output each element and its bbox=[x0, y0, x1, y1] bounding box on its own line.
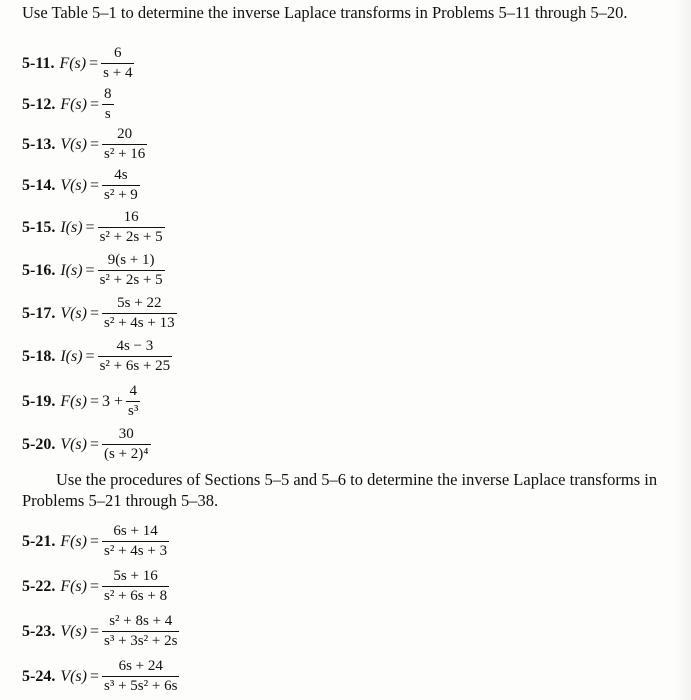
fraction bbox=[102, 658, 179, 695]
fraction bbox=[102, 523, 169, 560]
denominator: s² + 2s + 5 bbox=[99, 272, 163, 288]
problem-lhs: F(s) bbox=[59, 54, 87, 72]
denominator: s² + 6s + 8 bbox=[104, 588, 168, 604]
problem-5-19: 5-19. F(s) = 3 + $\frac{4}{\text{s³}}$ bbox=[22, 383, 139, 419]
denominator: s³ + 5s² + 6s bbox=[104, 678, 178, 694]
fraction bbox=[102, 167, 140, 204]
numerator: s² + 8s + 4 bbox=[102, 613, 179, 632]
problem-number: 5-19. bbox=[22, 392, 56, 410]
denominator: s² + 4s + 3 bbox=[104, 543, 168, 559]
fraction bbox=[102, 568, 169, 605]
fraction bbox=[98, 338, 173, 375]
problem-5-14: 5-14. V(s) = $\frac{4s}{\text{s² + 9}}$ bbox=[22, 167, 138, 203]
problem-lhs: I(s) bbox=[60, 261, 83, 279]
problem-lhs: V(s) bbox=[60, 135, 87, 153]
page-edge-shadow bbox=[673, 0, 691, 700]
denominator: s + 4 bbox=[103, 65, 133, 81]
problem-lhs: V(s) bbox=[60, 304, 87, 322]
problem-number: 5-14. bbox=[22, 176, 56, 194]
fraction bbox=[102, 295, 177, 332]
numerator: 8 bbox=[102, 86, 114, 105]
problem-5-22: 5-22. F(s) = $\frac{5s + 16}{\text{s² + 6s + 8}}$ bbox=[22, 568, 168, 604]
fraction bbox=[126, 383, 140, 420]
numerator: 4s − 3 bbox=[98, 338, 173, 357]
problem-5-16: 5-16. I(s) = $\frac{9(s + 1)}{\text{s² + 2s + 5}}$ bbox=[22, 252, 163, 288]
problem-5-20: 5-20. V(s) = $\frac{30}{\text{(s + 2)⁴}}$ bbox=[22, 426, 149, 462]
denominator: s bbox=[104, 106, 111, 122]
numerator: 6s + 24 bbox=[102, 658, 179, 677]
fraction bbox=[102, 86, 114, 123]
denominator: s² + 4s + 13 bbox=[104, 315, 175, 331]
problem-number: 5-13. bbox=[22, 135, 56, 153]
denominator: s² + 9 bbox=[104, 187, 138, 203]
problem-number: 5-12. bbox=[22, 95, 56, 113]
numerator: 5s + 22 bbox=[102, 295, 177, 314]
problem-5-17: 5-17. V(s) = $\frac{5s + 22}{\text{s² + 4s + 13}}$ bbox=[22, 295, 175, 331]
problem-lhs: I(s) bbox=[60, 218, 83, 236]
problem-5-13: 5-13. V(s) = $\frac{20}{\text{s² + 16}}$ bbox=[22, 126, 146, 162]
problem-lhs: V(s) bbox=[60, 622, 87, 640]
denominator: (s + 2)⁴ bbox=[104, 446, 149, 462]
problem-lhs: V(s) bbox=[60, 176, 87, 194]
problem-5-12: 5-12. F(s) = $\frac{8}{s}$ bbox=[22, 86, 112, 122]
numerator: 30 bbox=[102, 426, 151, 445]
numerator: 5s + 16 bbox=[102, 568, 169, 587]
fraction bbox=[98, 252, 165, 289]
problem-lhs: I(s) bbox=[60, 347, 83, 365]
numerator: 20 bbox=[102, 126, 147, 145]
numerator: 4 bbox=[126, 383, 140, 402]
fraction bbox=[102, 126, 147, 163]
denominator: s² + 16 bbox=[104, 146, 146, 162]
problem-number: 5-16. bbox=[22, 261, 56, 279]
numerator: 16 bbox=[98, 209, 165, 228]
numerator: 9(s + 1) bbox=[98, 252, 165, 271]
problem-5-23: 5-23. V(s) = $\frac{\text{s² + 8s + 4}}{\text{s³ + 3s² + 2s}}$ bbox=[22, 613, 178, 649]
numerator: 4s bbox=[102, 167, 140, 186]
second-paragraph: Use the procedures of Sections 5–5 and 5–6 to determine the inverse Laplace transforms in Problems 5–21 through 5–38. bbox=[22, 470, 658, 510]
problem-5-21: 5-21. F(s) = $\frac{6s + 14}{\text{s² + 4s + 3}}$ bbox=[22, 523, 168, 559]
problem-number: 5-20. bbox=[22, 435, 56, 453]
problem-number: 5-11. bbox=[22, 54, 55, 72]
numerator: 6 bbox=[101, 45, 134, 64]
problem-lhs: F(s) bbox=[60, 532, 87, 550]
intro-paragraph: Use Table 5–1 to determine the inverse Laplace transforms in Problems 5–11 through 5–20. bbox=[22, 3, 628, 22]
problem-number: 5-24. bbox=[22, 667, 56, 685]
problem-number: 5-22. bbox=[22, 577, 56, 595]
fraction bbox=[98, 209, 165, 246]
denominator: s³ bbox=[128, 403, 139, 419]
problem-5-15: 5-15. I(s) = $\frac{16}{\text{s² + 2s + 5}}$ bbox=[22, 209, 163, 245]
problem-number: 5-18. bbox=[22, 347, 56, 365]
problem-5-24: 5-24. V(s) = $\frac{6s + 24}{\text{s³ + 5s² + 6s}}$ bbox=[22, 658, 178, 694]
problem-number: 5-17. bbox=[22, 304, 56, 322]
fraction bbox=[102, 426, 151, 463]
problem-lhs: F(s) bbox=[60, 577, 87, 595]
problem-number: 5-15. bbox=[22, 218, 56, 236]
problem-lhs: F(s) bbox=[60, 392, 87, 410]
problem-lhs: F(s) bbox=[60, 95, 87, 113]
fraction bbox=[102, 613, 179, 650]
problem-lhs: V(s) bbox=[60, 667, 87, 685]
denominator: s³ + 3s² + 2s bbox=[104, 633, 178, 649]
problem-number: 5-23. bbox=[22, 622, 56, 640]
fraction bbox=[101, 45, 134, 82]
problem-5-11: 5-11. F(s) = $\frac{6}{s + 4}$ bbox=[22, 45, 133, 81]
constant-term: 3 + bbox=[102, 392, 124, 410]
problem-lhs: V(s) bbox=[60, 435, 87, 453]
denominator: s² + 2s + 5 bbox=[99, 229, 163, 245]
problem-5-18: 5-18. I(s) = $\frac{4s - 3}{\text{s² + 6s + 25}}$ bbox=[22, 338, 171, 374]
problem-number: 5-21. bbox=[22, 532, 56, 550]
numerator: 6s + 14 bbox=[102, 523, 169, 542]
denominator: s² + 6s + 25 bbox=[99, 358, 171, 374]
